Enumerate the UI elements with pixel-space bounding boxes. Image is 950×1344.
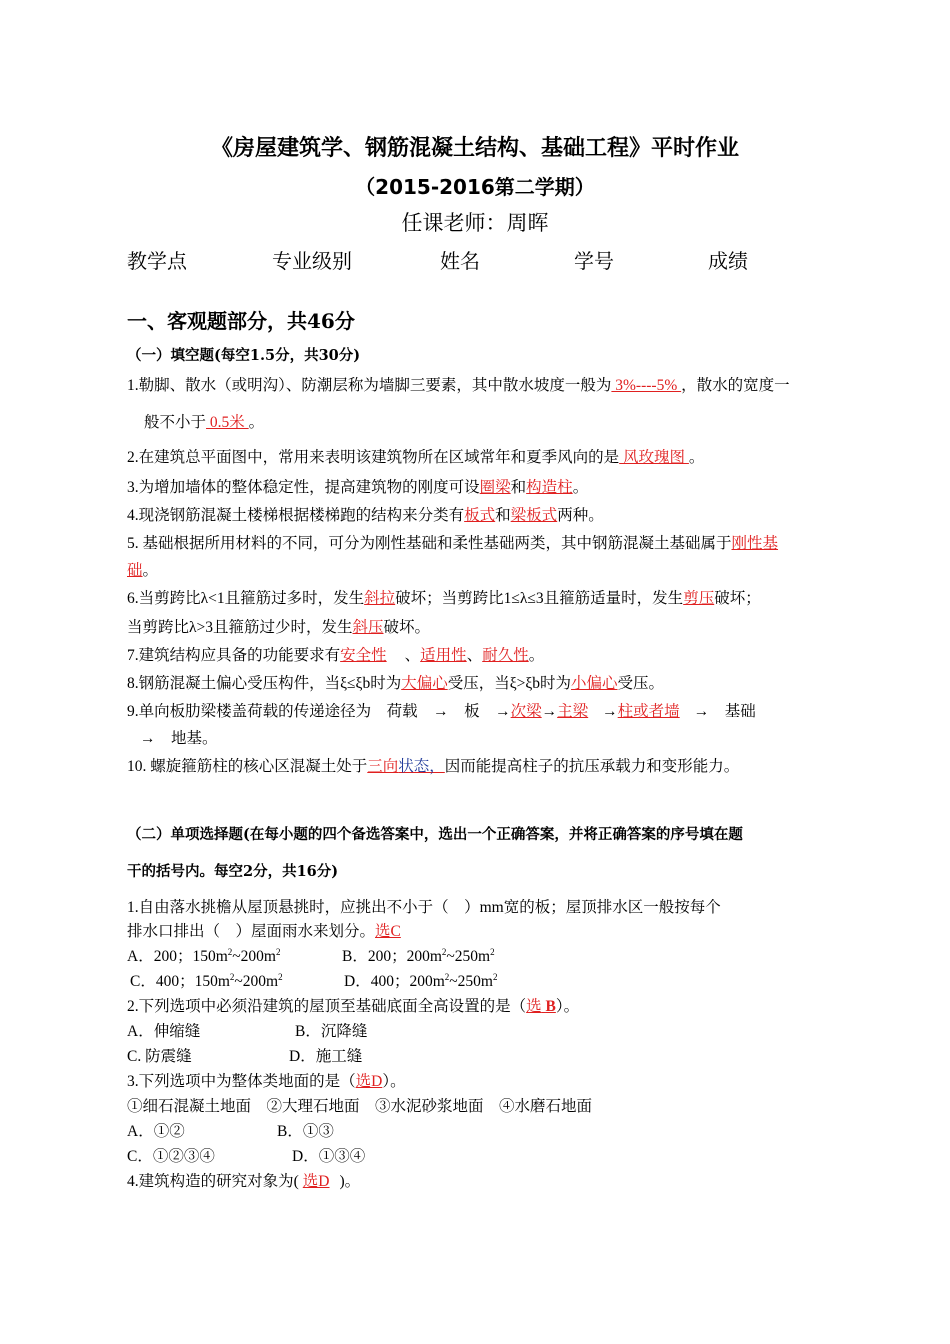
answer-blank: 板式	[464, 507, 496, 524]
header-field-site: 教学点	[127, 249, 187, 273]
choice-question-2: 2.下列选项中必须沿建筑的屋顶至基础底面全高设置的是（选 B）。	[127, 998, 580, 1015]
teacher-line: 任课老师：周晖	[401, 211, 549, 235]
choice-question-1-cont: 排水口排出（ ）屋面雨水来划分。选C	[127, 923, 401, 940]
choice-3-option-d: D．①③④	[292, 1148, 366, 1165]
choice-heading: （二）单项选择题(在每小题的四个备选答案中，选出一个正确答案，并将正确答案的序号填在题	[127, 826, 743, 843]
fill-question-6-cont: 当剪跨比λ>3且箍筋过少时，发生斜压破坏。	[127, 619, 431, 636]
answer-blank: 斜拉	[364, 590, 396, 607]
choice-question-4: 4.建筑构造的研究对象为( 选D )。	[127, 1173, 361, 1190]
choice-1-option-d: D．400；$200m^2\sim 250m^2$	[344, 972, 498, 990]
answer-blank: 刚性基	[731, 535, 779, 552]
fill-question-1-cont: 般不小于 0.5米 。	[144, 414, 265, 431]
header-field-major: 专业级别	[272, 249, 352, 273]
fill-question-9-cont: → 地基。	[140, 730, 218, 747]
fill-question-5-cont: 础。	[127, 562, 159, 579]
choice-2-option-d: D．施工缝	[289, 1048, 363, 1065]
choice-2-option-a: A．伸缩缝	[127, 1023, 201, 1040]
header-field-score: 成绩	[708, 249, 748, 273]
choice-3-option-a: A．①②	[127, 1123, 185, 1140]
section-heading-objective: 一、客观题部分，共46分	[127, 309, 355, 333]
choice-1-option-b: B．200；$200m^2\sim 250m^2$	[342, 947, 495, 965]
fill-question-1: 1.勒脚、散水（或明沟）、防潮层称为墙脚三要素，其中散水坡度一般为 3%----5% ，散水的宽度一	[127, 377, 790, 394]
fill-question-6: 6.当剪跨比λ<1且箍筋过多时，发生斜拉破坏；当剪跨比1≤λ≤3且箍筋适量时，发生剪压破坏；	[127, 590, 761, 607]
fill-question-3: 3.为增加墙体的整体稳定性，提高建筑物的刚度可设圈梁和构造柱。	[127, 479, 589, 496]
header-field-name: 姓名	[440, 249, 480, 273]
answer-blank: 柱或者墙	[617, 703, 680, 720]
answer-blank: 适用性	[420, 647, 467, 664]
answer-blank: 构造柱	[526, 479, 573, 496]
choice-2-option-c: C. 防震缝	[127, 1048, 192, 1065]
answer-blank: 梁板式	[510, 507, 558, 524]
choice-3-option-c: C．①②③④	[127, 1148, 215, 1165]
answer-blank: 次梁	[510, 703, 542, 720]
answer-blank: 大偏心	[401, 675, 448, 692]
answer-blank: 状态，	[398, 758, 445, 775]
answer-blank: 础	[127, 562, 143, 579]
choice-question-1: 1.自由落水挑檐从屋顶悬挑时，应挑出不小于（ ）mm宽的板；屋顶排水区一般按每个	[127, 899, 721, 916]
answer-blank: 选D	[355, 1073, 383, 1090]
fill-question-9: 9.单向板肋梁楼盖荷载的传递途径为 荷载 → 板 →次梁→主梁 →柱或者墙 → 基础	[127, 703, 756, 720]
choice-3-items: ①细石混凝土地面 ②大理石地面 ③水泥砂浆地面 ④水磨石地面	[127, 1098, 593, 1115]
choice-question-3: 3.下列选项中为整体类地面的是（选D）。	[127, 1073, 406, 1090]
header-field-student-id: 学号	[574, 249, 614, 273]
answer-blank: 安全性	[340, 647, 387, 664]
answer-blank: 主梁	[557, 703, 589, 720]
document-term: （2015-2016第二学期）	[355, 175, 595, 199]
answer-blank: 选D	[302, 1173, 330, 1190]
answer-blank: 选 B	[526, 998, 556, 1015]
choice-heading-cont: 干的括号内。每空2分，共16分)	[127, 863, 339, 880]
choice-1-option-c: C．400；$150m^2\sim 200m^2$	[130, 972, 283, 990]
answer-blank: 圈梁	[479, 479, 511, 496]
answer-blank: 耐久性	[482, 647, 529, 664]
choice-1-option-a: A．200；$150m^2\sim 200m^2$	[127, 947, 281, 965]
answer-blank: 0.5米	[206, 414, 249, 431]
document-title: 《房屋建筑学、钢筋混凝土结构、基础工程》平时作业	[210, 136, 739, 161]
answer-blank: 剪压	[683, 590, 715, 607]
fill-question-4: 4.现浇钢筋混凝土楼梯根据楼梯跑的结构来分类有板式和梁板式两种。	[127, 507, 604, 524]
answer-blank: 3%----5%	[611, 377, 682, 394]
answer-blank: 小偏心	[571, 675, 618, 692]
answer-blank: 风玫瑰图	[619, 449, 689, 466]
fill-question-7: 7.建筑结构应具备的功能要求有安全性 、适用性、耐久性。	[127, 647, 545, 664]
answer-blank: 三向	[367, 758, 399, 775]
fill-blank-heading: （一）填空题(每空1.5分，共30分)	[127, 347, 361, 364]
fill-question-8: 8.钢筋混凝土偏心受压构件，当ξ≤ξb时为大偏心受压，当ξ>ξb时为小偏心受压。	[127, 675, 665, 692]
fill-question-10: 10. 螺旋箍筋柱的核心区混凝土处于三向状态，因而能提高柱子的抗压承载力和变形能力。	[127, 758, 740, 775]
choice-2-option-b: B．沉降缝	[295, 1023, 368, 1040]
answer-blank: 选C	[375, 923, 401, 940]
fill-question-2: 2.在建筑总平面图中，常用来表明该建筑物所在区域常年和夏季风向的是 风玫瑰图 。	[127, 449, 705, 466]
fill-question-5: 5. 基础根据所用材料的不同，可分为刚性基础和柔性基础两类，其中钢筋混凝土基础属于刚性基	[127, 535, 779, 552]
answer-blank: 斜压	[352, 619, 384, 636]
choice-3-option-b: B．①③	[277, 1123, 334, 1140]
